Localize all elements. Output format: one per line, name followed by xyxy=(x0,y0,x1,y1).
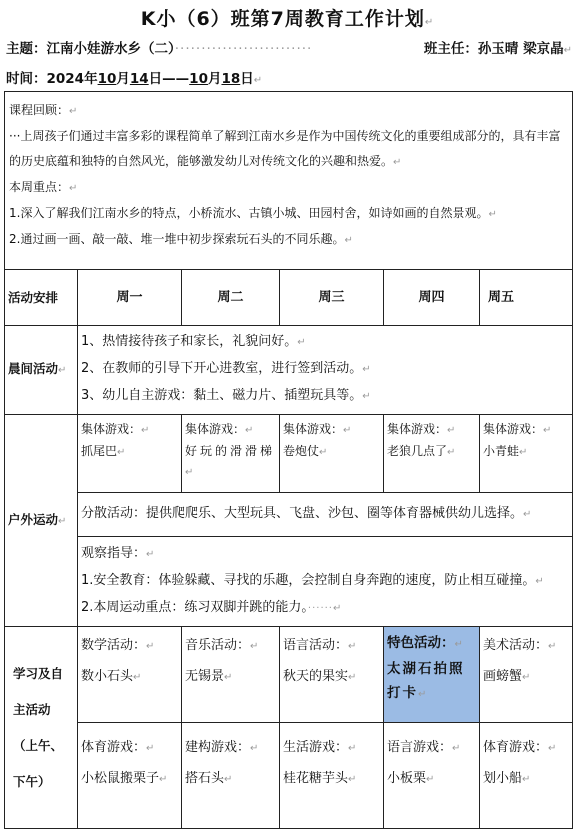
day-tuesday: 周二 xyxy=(182,270,280,326)
start-month: 10 xyxy=(97,71,117,87)
guide-item-2: 2.本周运动重点：练习双脚并跳的能力。······↵ xyxy=(81,600,342,615)
review-heading: 课程回顾：↵ xyxy=(9,103,78,117)
learning-tue-pm: 建构游戏：↵ 搭石头↵ xyxy=(182,723,280,829)
weekly-plan-table xyxy=(4,91,573,829)
outdoor-scatter: 分散活动：提供爬爬乐、大型玩具、飞盘、沙包、圈等体育器械供幼儿选择。↵ xyxy=(78,493,573,537)
learning-mon-pm: 体育游戏：↵ 小松鼠搬栗子↵ xyxy=(78,723,182,829)
focus-item-1: 1.深入了解我们江南水乡的特点，小桥流水、古镇小城、田园村舍，如诗如画的自然景观。↵ xyxy=(9,206,497,220)
day-friday: 周五 xyxy=(480,270,573,326)
learning-fri-am: 美术活动：↵ 画螃蟹↵ xyxy=(480,627,573,723)
learning-wed-am: 语言活动：↵ 秋天的果实↵ xyxy=(280,627,384,723)
morning-activities xyxy=(78,326,573,415)
day-wednesday: 周三 xyxy=(280,270,384,326)
page-title: K小（6）班第7周教育工作计划↵ xyxy=(140,8,435,30)
outdoor-game-mon: 集体游戏：↵ 抓尾巴↵ xyxy=(78,415,182,493)
day-monday: 周一 xyxy=(78,270,182,326)
outdoor-game-wed: 集体游戏：↵ 卷炮仗↵ xyxy=(280,415,384,493)
learning-tue-am: 音乐活动：↵ 无锡景↵ xyxy=(182,627,280,723)
date-line: 时间：2024年10月14日——10月18日↵ xyxy=(6,71,263,87)
morning-item-2: 2、在教师的引导下开心进教室，进行签到活动。↵ xyxy=(81,361,371,376)
learning-thu-pm: 语言游戏：↵ 小板栗↵ xyxy=(384,723,480,829)
outdoor-game-tue: 集体游戏：↵ 好玩的滑滑梯↵ xyxy=(182,415,280,493)
schedule-label: 活动安排 xyxy=(5,270,78,326)
start-day: 14 xyxy=(129,71,149,87)
learning-thu-am-highlight: 特色活动：↵ 太湖石拍照打卡↵ xyxy=(384,627,480,723)
course-review-cell xyxy=(5,92,573,270)
learning-mon-am: 数学活动：↵ 数小石头↵ xyxy=(78,627,182,723)
guide-heading: 观察指导：↵ xyxy=(81,546,155,561)
focus-heading: 本周重点：↵ xyxy=(9,180,78,194)
morning-label: 晨间活动↵ xyxy=(5,326,78,415)
outdoor-label: 户外运动↵ xyxy=(5,415,78,627)
focus-item-2: 2.通过画一画、敲一敲、堆一堆中初步探索玩石头的不同乐趣。↵ xyxy=(9,232,353,246)
teacher-info: 班主任：孙玉晴 梁京晶↵ xyxy=(423,41,572,57)
outdoor-game-thu: 集体游戏：↵ 老狼几点了↵ xyxy=(384,415,480,493)
morning-item-3: 3、幼儿自主游戏：黏土、磁力片、插塑玩具等。↵ xyxy=(81,388,371,403)
learning-label: 学习及自 主活动 （上午、 下午） xyxy=(5,627,78,829)
end-month: 10 xyxy=(189,71,208,87)
learning-fri-pm: 体育游戏：↵ 划小船↵ xyxy=(480,723,573,829)
teacher-names: 孙玉晴 梁京晶 xyxy=(477,41,564,57)
outdoor-game-fri: 集体游戏：↵ 小青蛙↵ xyxy=(480,415,573,493)
day-thursday: 周四 xyxy=(384,270,480,326)
outdoor-guidance xyxy=(78,537,573,627)
guide-item-1: 1.安全教育：体验躲藏、寻找的乐趣，会控制自身奔跑的速度，防止相互碰撞。↵ xyxy=(81,573,544,588)
topic-value: 江南小娃游水乡（二） xyxy=(46,41,175,57)
learning-wed-pm: 生活游戏：↵ 桂花糖芋头↵ xyxy=(280,723,384,829)
topic-dots: ·························· xyxy=(174,41,313,57)
topic-label: 主题： xyxy=(6,41,47,57)
review-text: ···上周孩子们通过丰富多彩的课程简单了解到江南水乡是作为中国传统文化的重要组成部分的，具有丰富的历史底蕴和独特的自然风光，能够激发幼儿对传统文化的兴趣和热爱。↵ xyxy=(9,129,561,168)
morning-item-1: 1、热情接待孩子和家长，礼貌问好。↵ xyxy=(81,334,306,349)
topic-line xyxy=(6,37,572,57)
end-day: 18 xyxy=(221,71,241,87)
